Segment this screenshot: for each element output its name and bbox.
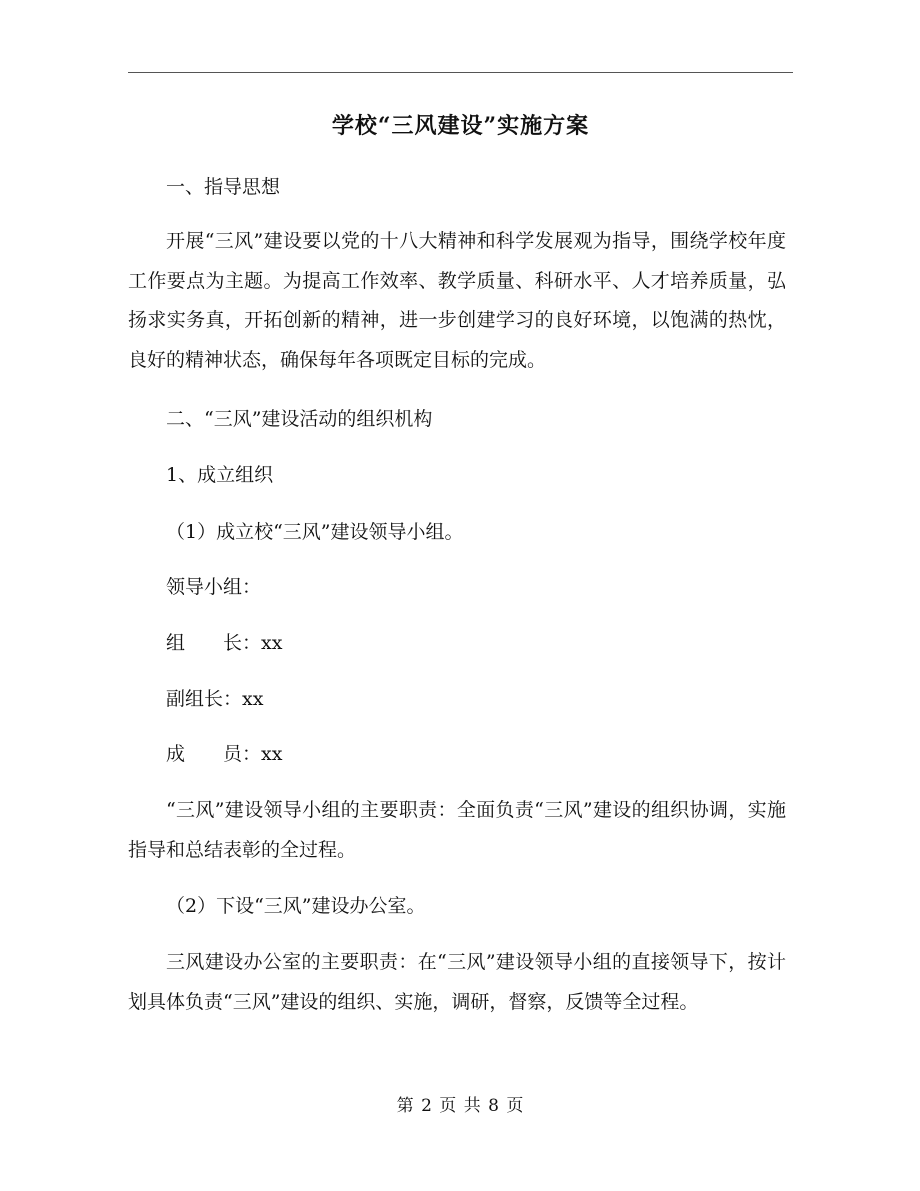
section-heading-guiding-thought: 一、指导思想 xyxy=(166,176,281,198)
leading-group-label: 领导小组： xyxy=(166,576,262,598)
header-rule xyxy=(128,72,793,73)
paragraph-guiding-thought: 开展“三风”建设要以党的十八大精神和科学发展观为指导，围绕学校年度工作要点为主题。为提高工作效率、教学质量、科研水平、人才培养质量，弘扬求实务真，开拓创新的精神，进一步创建学习的良好环境，以饱满的热忱，良好的精神状态，确保每年各项既定目标的完成。 xyxy=(128,230,786,371)
members-line: 成 员：xx xyxy=(166,743,283,765)
subsection-establish-organization: 1、成立组织 xyxy=(166,464,274,486)
deputy-leader-line: 副组长：xx xyxy=(166,688,264,710)
group-leader-line: 组 长：xx xyxy=(166,632,283,654)
paragraph-leading-group-duties: “三风”建设领导小组的主要职责：全面负责“三风”建设的组织协调，实施指导和总结表彰的全过程。 xyxy=(128,799,786,861)
item-office: （2）下设“三风”建设办公室。 xyxy=(166,895,426,917)
document-title: 学校“三风建设”实施方案 xyxy=(331,113,590,139)
paragraph-office-duties: 三风建设办公室的主要职责：在“三风”建设领导小组的直接领导下，按计划具体负责“三风”建设的组织、实施，调研，督察，反馈等全过程。 xyxy=(128,951,786,1013)
page-number: 第 2 页 共 8 页 xyxy=(396,1096,525,1116)
item-leading-group: （1）成立校“三风”建设领导小组。 xyxy=(166,521,464,543)
section-heading-organization: 二、“三风”建设活动的组织机构 xyxy=(166,408,433,430)
